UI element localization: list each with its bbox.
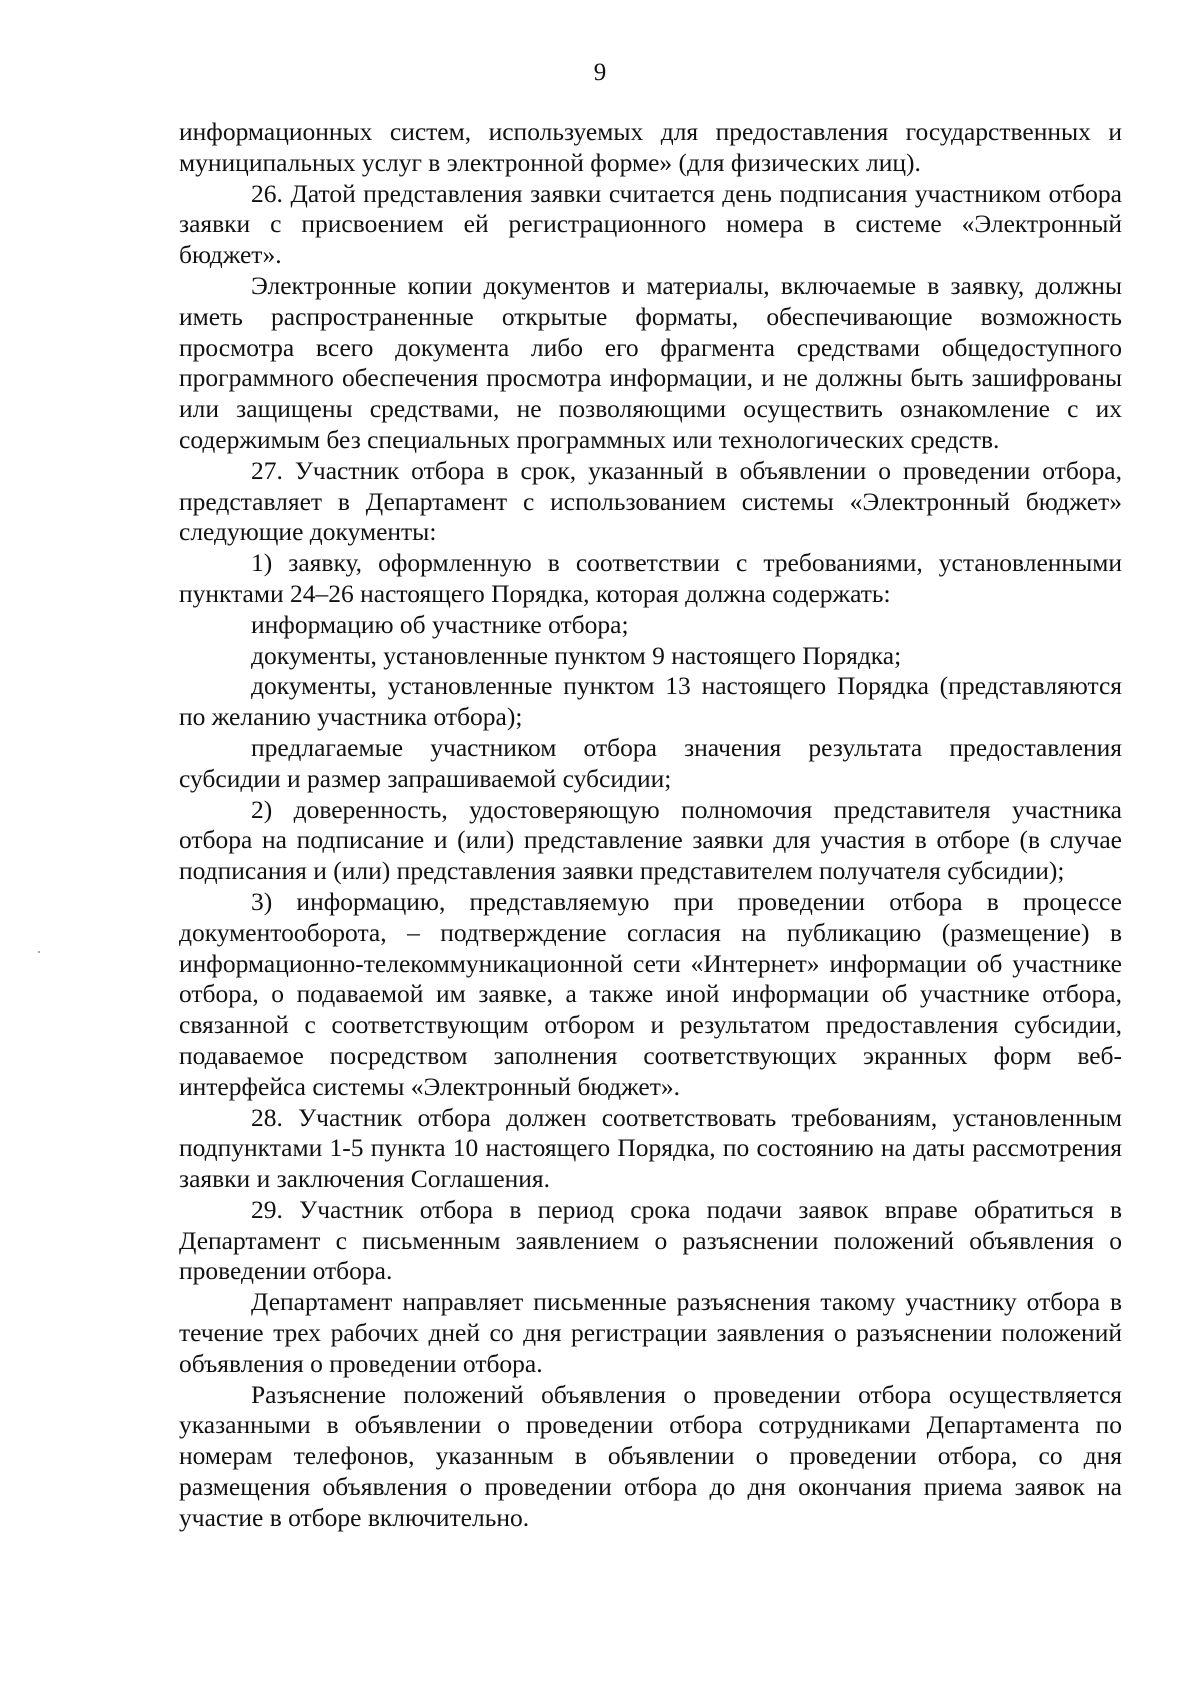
paragraph-29: 29. Участник отбора в период срока подачи заявок вправе обратиться в Департамент с письменным заявлением о разъяснении положений объявления о проведении отбора.	[179, 1194, 1122, 1286]
paragraph-clarification: Разъяснение положений объявления о проведении отбора осуществляется указанными в объявлении о проведении отбора сотрудниками Департамента по номерам телефонов, указанным в объявлении о проведении отбора, со дня размещения объявления о проведении отбора до дня окончания приема заявок на участие в отборе включительно.	[179, 1379, 1122, 1532]
paragraph-continuation: информационных систем, используемых для предоставления государственных и муниципальных услуг в электронной форме» (для физических лиц).	[179, 117, 1122, 177]
paragraph-department-answers: Департамент направляет письменные разъяснения такому участнику отбора в течение трех рабочих дней со дня регистрации заявления о разъяснении положений объявления о проведении отбора.	[179, 1287, 1122, 1378]
paragraph-27-item-1-docs-9: документы, установленные пунктом 9 настоящего Порядка;	[251, 640, 902, 670]
paragraph-27: 27. Участник отбора в срок, указанный в объявлении о проведении отбора, представляет в Департамент с использованием системы «Электронный бюджет» следующие документы:	[179, 455, 1122, 547]
scan-speck	[38, 951, 40, 953]
page-number: 9	[593, 59, 607, 86]
paragraph-27-item-1-result: предлагаемые участником отбора значения результата предоставления субсидии и размер запрашиваемой субсидии;	[179, 732, 1122, 793]
paragraph-27-item-2: 2) доверенность, удостоверяющую полномочия представителя участника отбора на подписание и (или) представление заявки для участия в отборе (в случае подписания и (или) представления заявки представителем получателя субсидии);	[179, 794, 1122, 886]
paragraph-26: 26. Датой представления заявки считается день подписания участником отбора заявки с присвоением ей регистрационного номера в системе «Электронный бюджет».	[179, 178, 1122, 270]
paragraph-27-item-1-docs-13: документы, установленные пунктом 13 настоящего Порядка (представляются по желанию участника отбора);	[179, 671, 1122, 732]
paragraph-electronic-copies: Электронные копии документов и материалы, включаемые в заявку, должны иметь распространенные открытые форматы, обеспечивающие возможность просмотра всего документа либо его фрагмента средствами общедоступного программного обеспечения просмотра информации, и не должны быть зашифрованы или защищены средствами, не позволяющими осуществить ознакомление с их содержимым без специальных программных или технологических средств.	[179, 270, 1122, 454]
paragraph-27-item-1: 1) заявку, оформленную в соответствии с требованиями, установленными пунктами 24–26 настоящего Порядка, которая должна содержать:	[179, 548, 1122, 608]
document-body	[179, 117, 1122, 1534]
paragraph-28: 28. Участник отбора должен соответствовать требованиям, установленным подпунктами 1-5 пункта 10 настоящего Порядка, по состоянию на даты рассмотрения заявки и заключения Соглашения.	[179, 1102, 1122, 1194]
paragraph-27-item-3: 3) информацию, представляемую при проведении отбора в процессе документооборота, – подтверждение согласия на публикацию (размещение) в информационно-телекоммуникационной сети «Интернет» информации об участнике отбора, о подаваемой им заявке, а также иной информации об участнике отбора, связанной с соответствующим отбором и результатом предоставления субсидии, подаваемое посредством заполнения соответствующих экранных форм веб-интерфейса системы «Электронный бюджет».	[179, 886, 1122, 1101]
paragraph-27-item-1-info: информацию об участнике отбора;	[251, 609, 629, 639]
